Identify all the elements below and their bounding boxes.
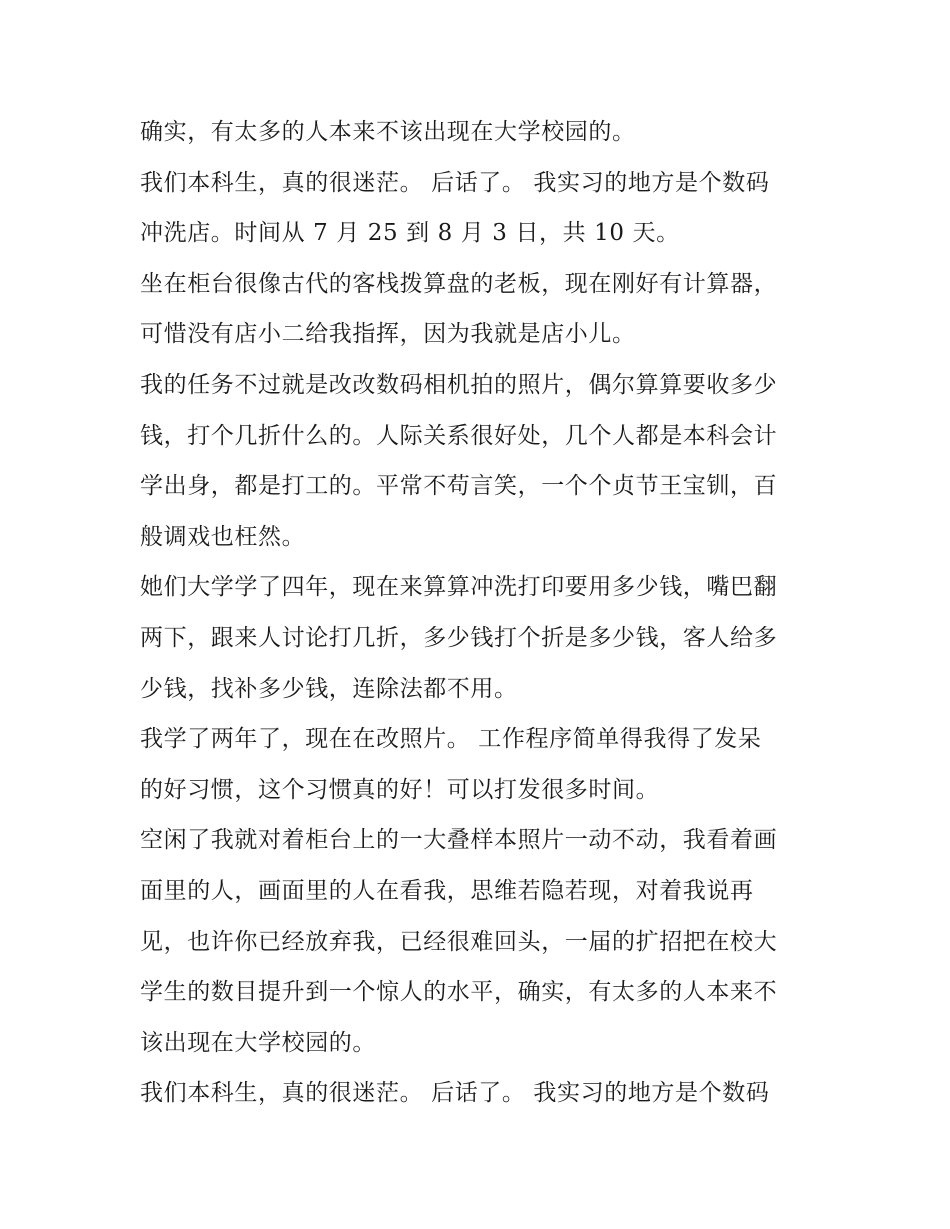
text-line: 两下，跟来人讨论打几折，多少钱打个折是多少钱，客人给多 bbox=[140, 624, 778, 651]
text-line: 学出身，都是打工的。平常不苟言笑，一个个贞节王宝钏，百 bbox=[140, 473, 778, 500]
text-line: 我们本科生，真的很迷茫。 后话了。 我实习的地方是个数码 bbox=[140, 169, 770, 196]
text-line: 面里的人，画面里的人在看我，思维若隐若现，对着我说再 bbox=[140, 877, 754, 904]
text-line: 般调戏也枉然。 bbox=[140, 523, 306, 550]
text-line: 可惜没有店小二给我指挥，因为我就是店小儿。 bbox=[140, 321, 636, 348]
text-line: 见，也许你已经放弃我，已经很难回头，一届的扩招把在校大 bbox=[140, 928, 778, 955]
text-line: 少钱，找补多少钱，连除法都不用。 bbox=[140, 675, 518, 702]
text-line: 学生的数目提升到一个惊人的水平，确实，有太多的人本来不 bbox=[140, 979, 778, 1006]
text-line: 她们大学学了四年，现在来算算冲洗打印要用多少钱，嘴巴翻 bbox=[140, 574, 778, 601]
body-text bbox=[140, 107, 820, 1119]
text-line: 确实，有太多的人本来不该出现在大学校园的。 bbox=[140, 119, 636, 145]
text-line: 的好习惯，这个习惯真的好！可以打发很多时间。 bbox=[140, 776, 660, 803]
text-line: 我学了两年了，现在在改照片。 工作程序简单得我得了发呆 bbox=[140, 726, 762, 753]
text-line: 我的任务不过就是改改数码相机拍的照片，偶尔算算要收多少 bbox=[140, 371, 778, 398]
text-line: 坐在柜台很像古代的客栈拨算盘的老板，现在刚好有计算器， bbox=[140, 270, 778, 297]
text-line: 钱，打个几折什么的。人际关系很好处，几个人都是本科会计 bbox=[140, 422, 778, 449]
text-line: 我们本科生，真的很迷茫。 后话了。 我实习的地方是个数码 bbox=[140, 1080, 770, 1107]
text-line: 空闲了我就对着柜台上的一大叠样本照片一动不动，我看着画 bbox=[140, 827, 778, 854]
text-line: 冲洗店。时间从 7 月 25 到 8 月 3 日，共 10 天。 bbox=[140, 220, 680, 247]
text-line: 该出现在大学校园的。 bbox=[140, 1029, 376, 1056]
